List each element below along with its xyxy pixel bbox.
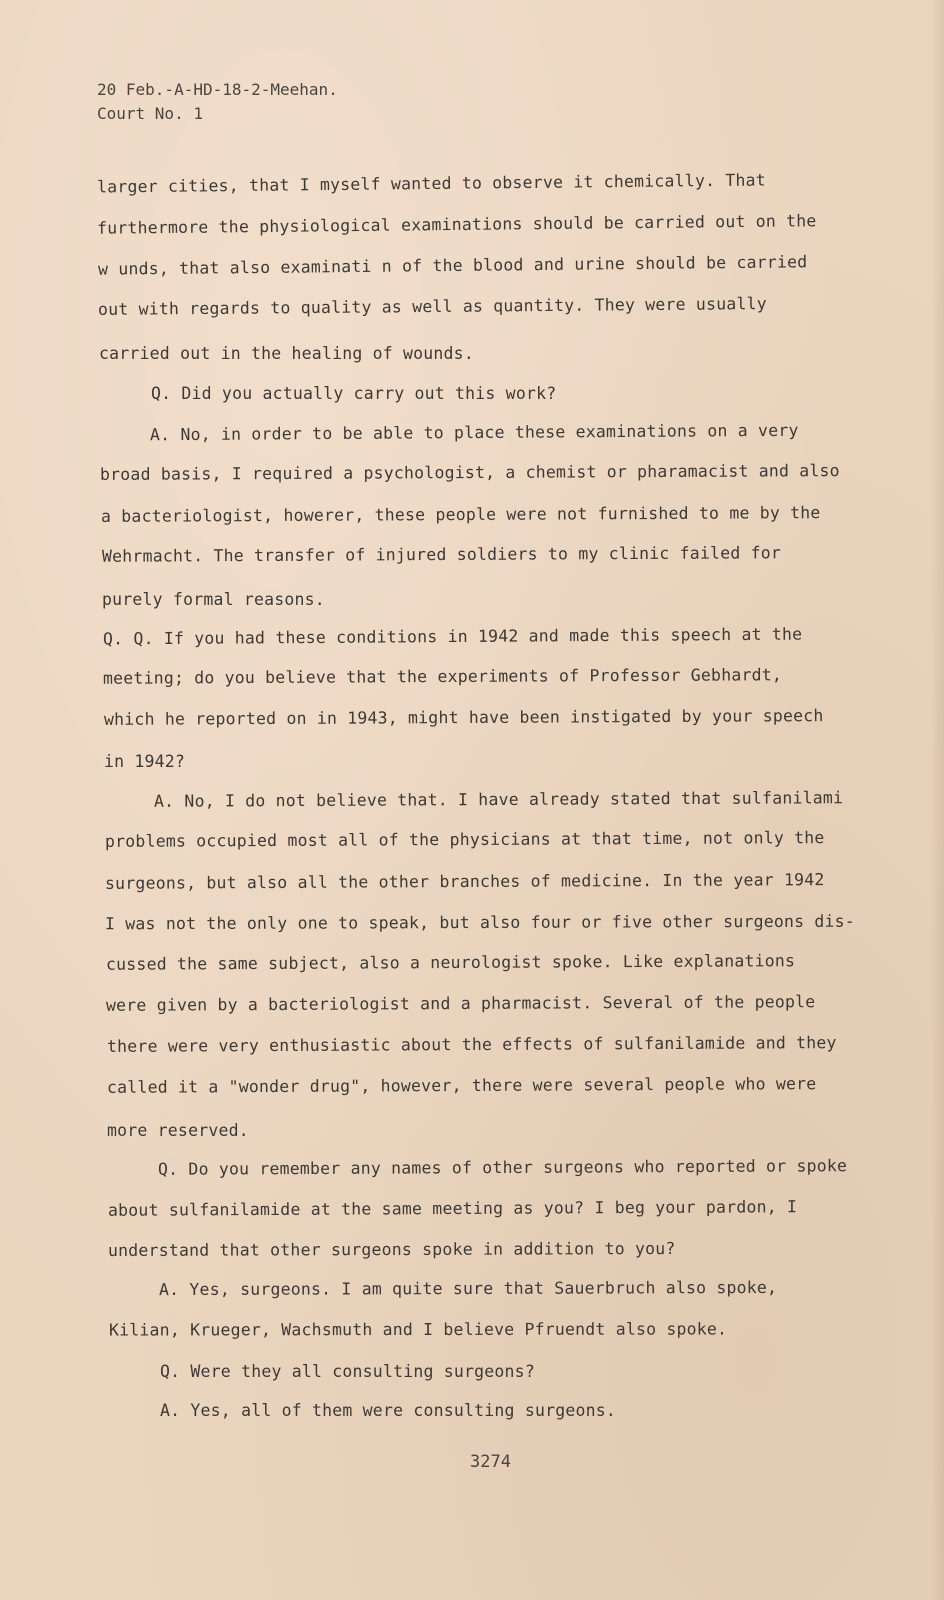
transcript-line: more reserved.	[107, 1121, 249, 1140]
transcript-line: there were very enthusiastic about the effects of sulfanilamide and they	[106, 1033, 837, 1056]
transcript-line: surgeons, but also all the other branches of medicine. In the year 1942	[104, 870, 825, 893]
transcript-line: a bacteriologist, howerer, these people were not furnished to me by the	[100, 503, 821, 526]
paper-edge-shadow	[930, 0, 944, 1600]
document-header	[97, 78, 338, 126]
transcript-line: Q. Did you actually carry out this work?	[151, 384, 557, 403]
transcript-line: problems occupied most all of the physicians at that time, not only the	[104, 828, 825, 851]
transcript-line: A. Yes, all of them were consulting surgeons.	[160, 1401, 617, 1420]
transcript-line: out with regards to quality as well as quantity. They were usually	[97, 294, 767, 319]
transcript-line: A. No, I do not believe that. I have already stated that sulfanilami	[153, 788, 844, 811]
transcript-line: A. Yes, surgeons. I am quite sure that Sauerbruch also spoke,	[158, 1277, 778, 1300]
transcript-line: purely formal reasons.	[102, 590, 325, 609]
transcript-line: Wehrmacht. The transfer of injured soldiers to my clinic failed for	[101, 543, 782, 566]
transcript-line: Q. Were they all consulting surgeons?	[160, 1362, 535, 1381]
transcript-line: carried out in the healing of wounds.	[99, 344, 474, 363]
transcript-line: which he reported on in 1943, might have been instigated by your speech	[103, 706, 824, 729]
transcript-line: Kilian, Krueger, Wachsmuth and I believe Pfruendt also spoke.	[108, 1319, 728, 1340]
transcript-line: understand that other surgeons spoke in addition to you?	[107, 1239, 676, 1260]
transcript-line: cussed the same subject, also a neurologist spoke. Like explanations	[105, 951, 796, 974]
header-date-line: 20 Feb.-A-HD-18-2-Meehan.	[97, 80, 338, 99]
transcript-line: A. No, in order to be able to place these examinations on a very	[149, 420, 799, 445]
transcript-line: Q. Q. If you had these conditions in 1942 and made this speech at the	[102, 624, 803, 649]
transcript-line: larger cities, that I myself wanted to observe it chemically. That	[96, 170, 766, 197]
transcript-line: about sulfanilamide at the same meeting as you? I beg your pardon, I	[107, 1197, 798, 1220]
transcript-line: Q. Do you remember any names of other surgeons who reported or spoke	[157, 1156, 848, 1179]
page-number: 3274	[470, 1452, 511, 1472]
transcript-line: w unds, that also examinati n of the blood and urine should be carried	[97, 252, 808, 279]
transcript-line: I was not the only one to speak, but also four or five other surgeons dis-	[104, 911, 855, 934]
transcript-line: were given by a bacteriologist and a pharmacist. Several of the people	[105, 992, 816, 1015]
transcript-line: meeting; do you believe that the experiments of Professor Gebhardt,	[102, 665, 783, 688]
transcript-line: broad basis, I required a psychologist, a chemist or pharamacist and also	[99, 461, 840, 484]
transcript-line: in 1942?	[104, 752, 186, 771]
transcript-line: furthermore the physiological examinations should be carried out on the	[96, 211, 817, 238]
header-court-line: Court No. 1	[97, 104, 203, 123]
transcript-line: called it a "wonder drug", however, there were several people who were	[106, 1074, 817, 1097]
